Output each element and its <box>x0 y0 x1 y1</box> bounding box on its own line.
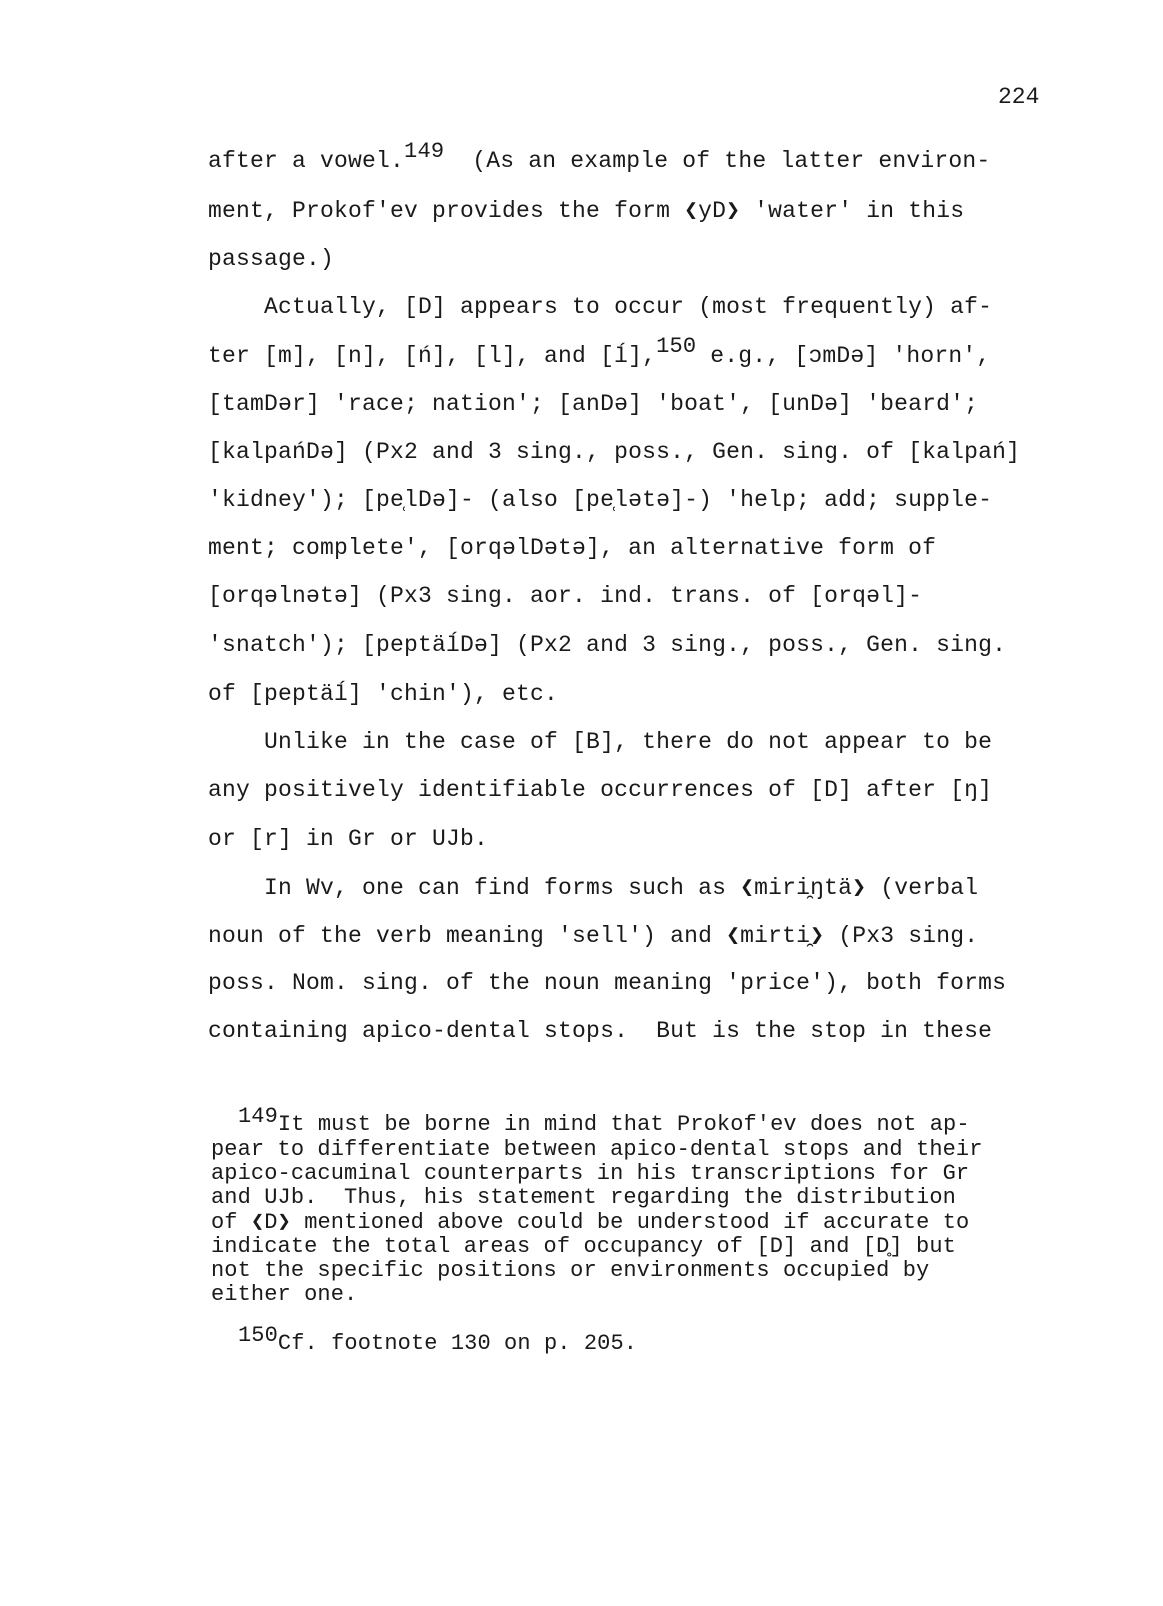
page-number: 224 <box>998 84 1040 110</box>
body-line: ment; complete', [orqəlDətə], an alternative form of <box>208 535 937 561</box>
body-line: 'kidney'); [pe̜lDə]- (also [pe̜lətə]-) 'help; add; supple- <box>208 487 993 513</box>
body-line: containing apico-dental stops. But is the stop in these <box>208 1018 993 1044</box>
footnote-line: of ❮D❯ mentioned above could be understood if accurate to <box>211 1210 970 1235</box>
body-line: after a vowel.$^{149}$ (As an example of the latter environ- <box>208 139 991 174</box>
body-line: Actually, [D] appears to occur (most frequently) af- <box>208 294 993 320</box>
body-line: [tamDər] 'race; nation'; [anDə] 'boat', [unDə] 'beard'; <box>208 391 979 417</box>
footnote-line: apico-cacuminal counterparts in his transcriptions for Gr <box>211 1161 970 1186</box>
body-line: noun of the verb meaning 'sell') and ❮mirti̯❯ (Px3 sing. <box>208 923 979 949</box>
body-line: or [r] in Gr or UJb. <box>208 826 489 852</box>
footnote-ref-150[interactable]: 150 <box>656 334 697 359</box>
body-line: of [peptäĺ] 'chin'), etc. <box>208 681 559 707</box>
footnote-line: and UJb. Thus, his statement regarding the distribution <box>211 1185 956 1210</box>
footnote-mark: 150 <box>238 1323 278 1348</box>
footnote-line: either one. <box>211 1282 358 1307</box>
footnote-line: not the specific positions or environments occupied by <box>211 1258 930 1283</box>
footnote-line: 150Cf. footnote 130 on p. 205. <box>238 1323 638 1356</box>
footnote-line: 149It must be borne in mind that Prokof'ev does not ap- <box>238 1104 970 1137</box>
body-line: 'snatch'); [peptäĺDə] (Px2 and 3 sing., poss., Gen. sing. <box>208 632 1007 658</box>
body-line: In Wv, one can find forms such as ❮miri̯ŋtä❯ (verbal <box>208 875 979 901</box>
footnote-mark: 149 <box>238 1104 278 1129</box>
footnote-ref-149[interactable]: 149 <box>404 139 445 164</box>
body-line: [kalpańDə] (Px2 and 3 sing., poss., Gen. sing. of [kalpań] <box>208 439 1021 465</box>
footnote-line: pear to differentiate between apico-dental stops and their <box>211 1137 983 1162</box>
body-line: ter [m], [n], [ń], [l], and [ĺ],$^{150}$ e.g., [ɔmDə] 'horn', <box>208 334 991 369</box>
footnote-line: indicate the total areas of occupancy of [D] and [D̥] but <box>211 1234 956 1259</box>
body-line: poss. Nom. sing. of the noun meaning 'price'), both forms <box>208 970 1007 996</box>
body-line: ment, Prokof'ev provides the form ❮yD❯ 'water' in this <box>208 198 965 224</box>
body-line: any positively identifiable occurrences of [D] after [ŋ] <box>208 777 993 803</box>
body-line: passage.) <box>208 246 335 272</box>
body-line: Unlike in the case of [B], there do not appear to be <box>208 729 993 755</box>
body-line: [orqəlnətə] (Px3 sing. aor. ind. trans. of [orqəl]- <box>208 583 923 609</box>
